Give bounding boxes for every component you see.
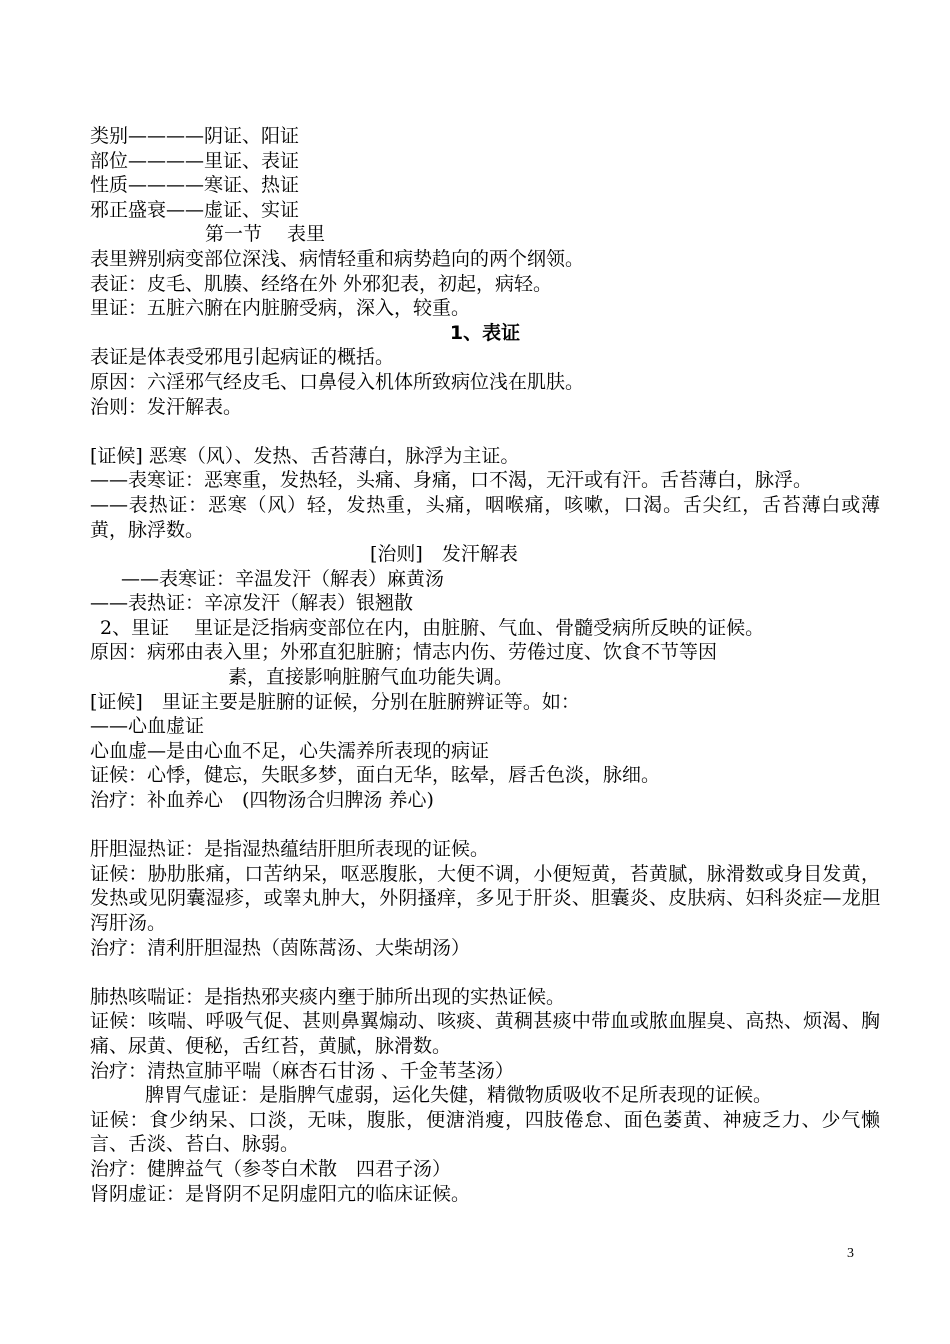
text-line: 治则：发汗解表。 (90, 395, 243, 418)
text-line: 肺热咳喘证：是指热邪夹痰内壅于肺所出现的实热证候。 (90, 985, 566, 1008)
blank-line (90, 813, 880, 838)
text-line: [证候] 里证主要是脏腑的证候，分别在脏腑辨证等。如： (90, 690, 580, 713)
text-line: 表里辨别病变部位深浅、病情轻重和病势趋向的两个纲领。 (90, 247, 585, 270)
text-line: ——心血虚证 (90, 715, 205, 738)
text-line: 邪正盛衰——虚证、实证 (90, 198, 300, 221)
text-line: 治疗：健脾益气（参苓白术散 四君子汤） (90, 1157, 452, 1180)
blank-line (90, 960, 880, 985)
text-line: 治疗：清热宣肺平喘（麻杏石甘汤 、千金苇茎汤） (90, 1059, 515, 1082)
text-line: [证候] 恶寒（风）、发热、舌苔薄白，脉浮为主证。 (90, 444, 520, 467)
text-line: 肝胆湿热证：是指湿热蕴结肝胆所表现的证候。 (90, 838, 490, 861)
text-line: 肾阴虚证：是肾阴不足阴虚阳亢的临床证候。 (90, 1182, 471, 1205)
text-paragraph: ——表热证：恶寒（风）轻，发热重，头痛，咽喉痛，咳嗽，口渴。舌尖红，舌苔薄白或薄黄，脉浮数。 (90, 493, 880, 541)
text-line: 原因：病邪由表入里；外邪直犯脏腑；情志内伤、劳倦过度、饮食不节等因 (90, 641, 718, 664)
text-line: 性质————寒证、热证 (90, 174, 300, 197)
text-line: 心血虚—是由心血不足，心失濡养所表现的病证 (90, 739, 490, 762)
text-line: 治疗：清利肝胆湿热（茵陈蒿汤、大柴胡汤） (90, 936, 471, 959)
text-line: ——表热证：辛凉发汗（解表）银翘散 (90, 592, 414, 615)
text-paragraph: ——表寒证：恶寒重，发热轻，头痛、身痛，口不渴，无汗或有汗。舌苔薄白，脉浮。 (90, 469, 813, 492)
centered-line: [治则] 发汗解表 (370, 543, 518, 566)
text-paragraph: 证候：食少纳呆、口淡，无味，腹胀，便溏消瘦，四肢倦怠、面色萎黄、神疲乏力、少气懒言、舌淡、苔白、脉弱。 (90, 1108, 880, 1156)
text-line: 素，直接影响脏腑气血功能失调。 (228, 666, 514, 689)
text-line: 表证是体表受邪甩引起病证的概括。 (90, 346, 395, 369)
blank-line (90, 419, 880, 444)
text-paragraph: 证候：咳喘、呼吸气促、甚则鼻翼煽动、咳痰、黄稠甚痰中带血或脓血腥臭、高热、烦渴、胸痛、尿黄、便秘，舌红苔，黄腻，脉滑数。 (90, 1010, 880, 1057)
text-line: 表证：皮毛、肌腠、经络在外 外邪犯表，初起，病轻。 (90, 272, 553, 295)
text-paragraph: 证候：胁肋胀痛，口苦纳呆，呕恶腹胀，大便不调，小便短黄，苔黄腻，脉滑数或身目发黄，发热或见阴囊湿疹，或睾丸肿大，外阴搔痒，多见于肝炎、胆囊炎、皮肤病、妇科炎症—龙胆泻肝汤。 (90, 862, 880, 934)
text-line: 部位————里证、表证 (90, 149, 300, 172)
text-line: 原因：六淫邪气经皮毛、口鼻侵入机体所致病位浅在肌肤。 (90, 370, 585, 393)
section-heading: 第一节 表里 (205, 223, 326, 246)
text-line: 里证：五脏六腑在内脏腑受病，深入，较重。 (90, 297, 471, 320)
text-line: 类别————阴证、阳证 (90, 125, 300, 147)
page-number: 3 (847, 1246, 854, 1261)
text-line: ——表寒证：辛温发汗（解表）麻黄汤 (121, 567, 445, 590)
text-line: 2、里证 里证是泛指病变部位在内，由脏腑、气血、骨髓受病所反映的证候。 (100, 616, 765, 639)
document-body (90, 124, 880, 1206)
text-line: 证候：心悸，健忘，失眠多梦，面白无华，眩晕，唇舌色淡，脉细。 (90, 764, 661, 787)
text-line: 治疗：补血养心 (四物汤合归脾汤 养心) (90, 789, 434, 812)
text-line: 脾胃气虚证：是脂脾气虚弱，运化失健，精微物质吸收不足所表现的证候。 (145, 1084, 773, 1107)
subsection-heading: 1、表证 (449, 321, 521, 344)
